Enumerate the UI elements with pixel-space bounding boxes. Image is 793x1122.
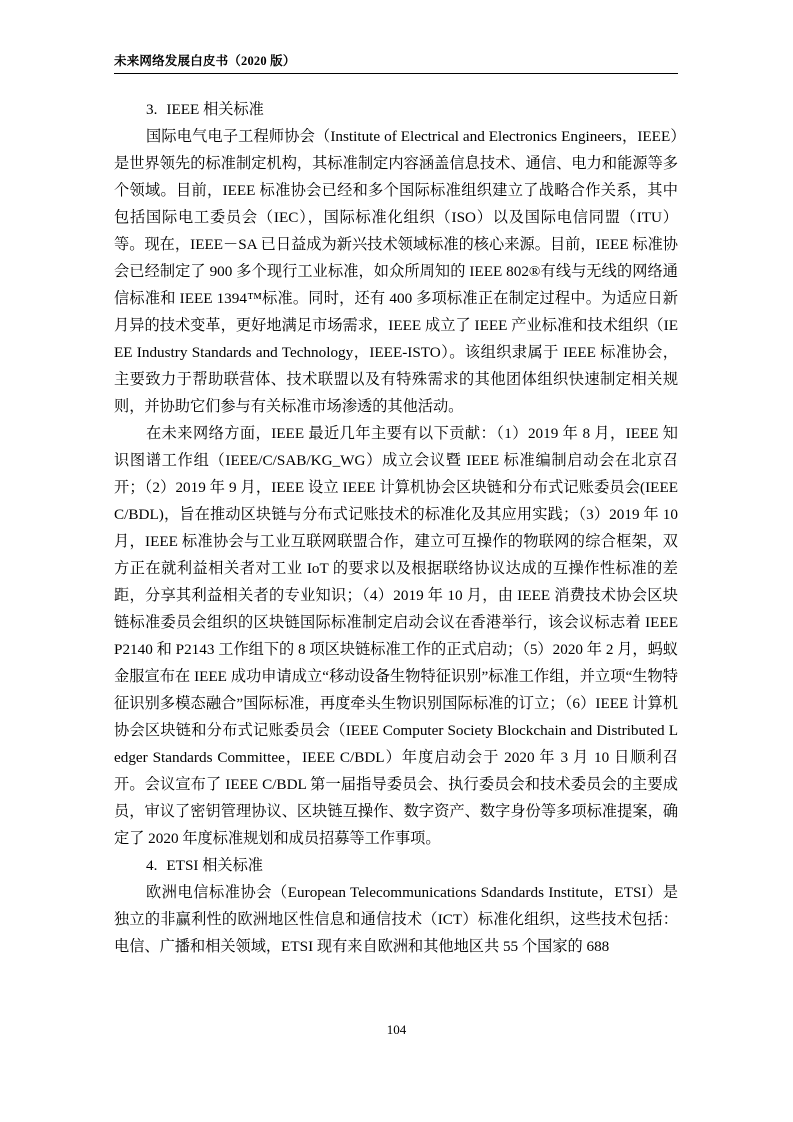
header-title: 未来网络发展白皮书（2020 版） (114, 54, 296, 68)
section-title-3: IEEE 相关标准 (166, 101, 264, 118)
page-header (114, 52, 678, 74)
page-body (114, 96, 678, 960)
section-4-paragraph-1: 欧洲电信标准协会（European Telecommunications Sdandards Institute，ETSI）是独立的非赢利性的欧洲地区性信息和通信技术（ICT）标准化组织，这些技术包括：电信、广播和相关领域，ETSI 现有来自欧洲和其他地区共 55 个国家的 688 (114, 884, 678, 955)
section-title-4: ETSI 相关标准 (166, 857, 263, 874)
section-heading-3 (114, 96, 678, 123)
section-heading-4 (114, 852, 678, 879)
section-3-paragraph-1: 国际电气电子工程师协会（Institute of Electrical and Electronics Engineers，IEEE）是世界领先的标准制定机构，其标准制定内容涵盖信息技术、通信、电力和能源等多个领域。目前，IEEE 标准协会已经和多个国际标准组织建立了战略合作关系，其中包括国际电工委员会（IEC），国际标准化组织（ISO）以及国际电信同盟（ITU）等。现在，IEEE－SA 已日益成为新兴技术领域标准的核心来源。目前，IEEE 标准协会已经制定了 900 多个现行工业标准，如众所周知的 IEEE 802®有线与无线的网络通信标准和 IEEE 1394™标准。同时，还有 400 多项标准正在制定过程中。为适应日新月异的技术变革，更好地满足市场需求，IEEE 成立了 IEEE 产业标准和技术组织（IEEE Industry Standards and Technology，IEEE-ISTO）。该组织隶属于 IEEE 标准协会，主要致力于帮助联营体、技术联盟以及有特殊需求的其他团体组织快速制定相关规则，并协助它们参与有关标准市场渗透的其他活动。 (114, 128, 678, 415)
header-divider (114, 73, 678, 74)
section-3-paragraph-2: 在未来网络方面，IEEE 最近几年主要有以下贡献：（1）2019 年 8 月，IEEE 知识图谱工作组（IEEE/C/SAB/KG_WG）成立会议暨 IEEE 标准编制启动会在北京召开；（2）2019 年 9 月，IEEE 设立 IEEE 计算机协会区块链和分布式记账委员会(IEEE C/BDL)，旨在推动区块链与分布式记账技术的标准化及其应用实践；（3）2019 年 10 月，IEEE 标准协会与工业互联网联盟合作，建立可互操作的物联网的综合框架，双方正在就利益相关者对工业 IoT 的要求以及根据联络协议达成的互操作性标准的差距，分享其利益相关者的专业知识；（4）2019 年 10 月，由 IEEE 消费技术协会区块链标准委员会组织的区块链国际标准制定启动会议在香港举行，该会议标志着 IEEE P2140 和 P2143 工作组下的 8 项区块链标准工作的正式启动；（5）2020 年 2 月，蚂蚁金服宣布在 IEEE 成功申请成立“移动设备生物特征识别”标准工作组，并立项“生物特征识别多模态融合”国际标准，再度牵头生物识别国际标准的订立；（6）IEEE 计算机协会区块链和分布式记账委员会（IEEE Computer Society Blockchain and Distributed Ledger Standards Committee，IEEE C/BDL）年度启动会于 2020 年 3 月 10 日顺利召开。会议宣布了 IEEE C/BDL 第一届指导委员会、执行委员会和技术委员会的主要成员，审议了密钥管理协议、区块链互操作、数字资产、数字身份等多项标准提案，确定了 2020 年度标准规划和成员招募等工作事项。 (114, 425, 678, 847)
section-number-4: 4. (146, 857, 158, 874)
page-number: 104 (386, 1022, 407, 1037)
section-number-3: 3. (146, 101, 158, 118)
